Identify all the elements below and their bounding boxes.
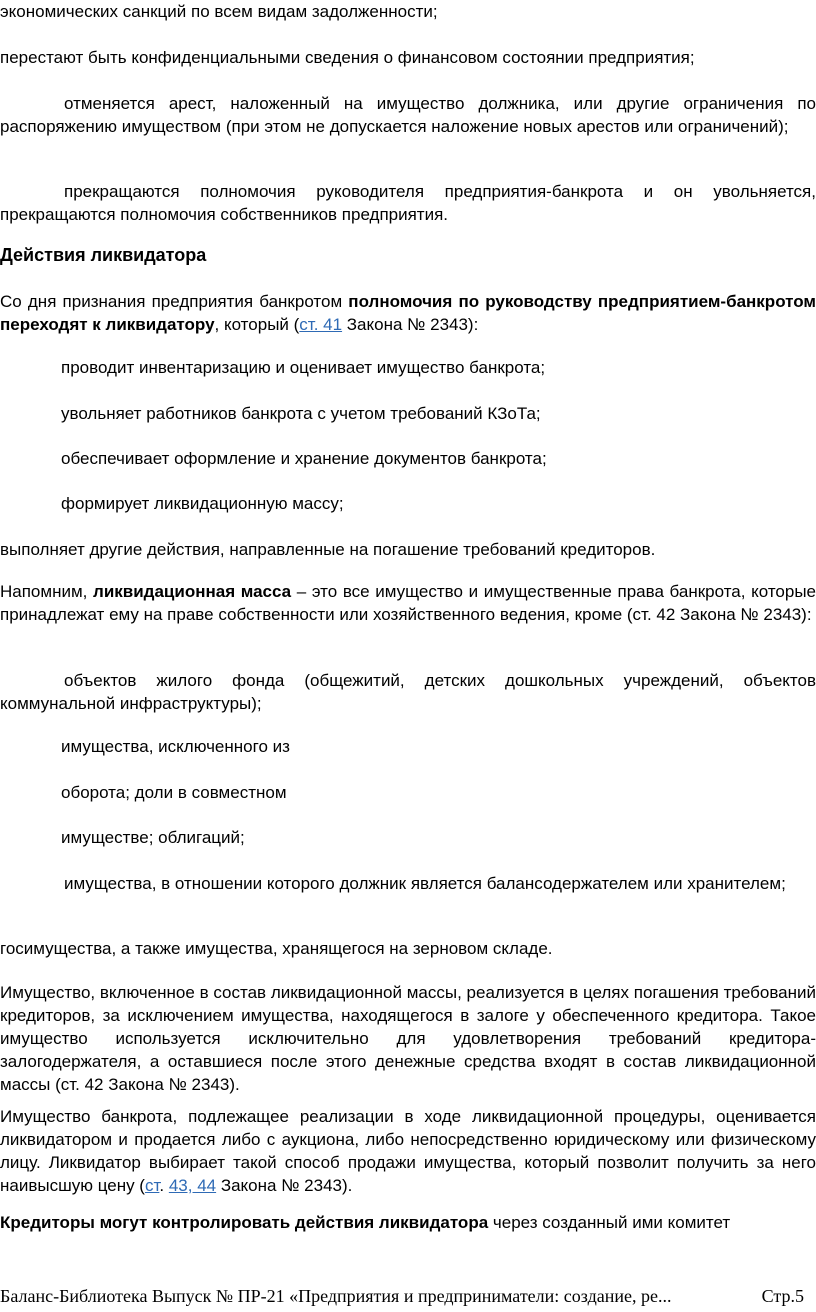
paragraph-powers: прекращаются полномочия руководителя предприятия-банкрота и он увольняется, прекращаются полномочия собственников предприятия. — [0, 182, 816, 224]
bold-segment: полномочия по руководству предприятием-банкротом переходят к ликвидатору — [0, 292, 816, 334]
paragraph-confidential: перестают быть конфиденциальными сведения о финансовом состоянии предприятия; — [0, 48, 695, 67]
list-item: имуществе; облигаций; — [61, 828, 245, 847]
law-article-link[interactable]: ст. 41 — [299, 315, 343, 334]
list-item: имущества, исключенного из — [61, 737, 290, 756]
paragraph-housing: объектов жилого фонда (общежитий, детских дошкольных учреждений, объектов коммунальной инфраструктуры); — [0, 671, 816, 713]
list-item: оборота; доли в совместном — [61, 783, 287, 802]
page-number: Стр.5 — [761, 1286, 804, 1306]
text-segment: Имущество банкрота, подлежащее реализации в ходе ликвидационной процедуры, оценивается ликвидатором и продается либо с аукциона, либо непосредственно юридическому или физическому лицу. Ликвидатор выбирает такой способ продажи имущества, который позволит получить за него наивысшую цену ( — [0, 1107, 816, 1195]
text-segment: Со дня признания предприятия банкротом — [0, 292, 349, 311]
text-segment: через созданный ими комитет — [488, 1213, 731, 1232]
paragraph-creditors — [0, 1211, 816, 1234]
list-item: проводит инвентаризацию и оценивает имущество банкрота; — [61, 358, 546, 377]
paragraph-sanctions: экономических санкций по всем видам задолженности; — [0, 2, 438, 21]
text-segment: . — [159, 1176, 169, 1195]
text-segment: Закона № 2343): — [342, 315, 479, 334]
list-item: обеспечивает оформление и хранение документов банкрота; — [61, 449, 547, 468]
footer-text: Баланс-Библиотека Выпуск № ПР-21 «Предприятия и предприниматели: создание, ре... — [0, 1286, 672, 1306]
paragraph-pledged-property: Имущество, включенное в состав ликвидационной массы, реализуется в целях погашения требований кредиторов, за исключением имущества, находящегося в залоге у обеспеченного кредитора. Такое имущество используется исключительно для удовлетворения требований кредитора-залогодержателя, а оставшиеся после этого денежные средства входят в состав ликвидационной массы (ст. 42 Закона № 2343). — [0, 983, 816, 1094]
paragraph-custodian: имущества, в отношении которого должник является балансодержателем или хранителем; — [64, 874, 786, 893]
text-segment: , который ( — [214, 315, 300, 334]
paragraph-other-actions: выполняет другие действия, направленные на погашение требований кредиторов. — [0, 540, 656, 559]
list-item: увольняет работников банкрота с учетом требований КЗоТа; — [61, 404, 541, 423]
section-heading: Действия ликвидатора — [0, 245, 207, 265]
paragraph-liquidation-mass — [0, 580, 816, 626]
page-footer — [0, 1285, 816, 1307]
paragraph-state-property: госимущества, а также имущества, хранящегося на зерновом складе. — [0, 939, 553, 958]
paragraph-liquidator-powers — [0, 290, 816, 336]
paragraph-arrest: отменяется арест, наложенный на имущество должника, или другие ограничения по распоряжению имуществом (при этом не допускается наложение новых арестов или ограничений); — [0, 94, 816, 136]
law-article-link[interactable]: ст — [144, 1176, 160, 1195]
bold-segment: ликвидационная масса — [93, 582, 292, 601]
text-segment: Закона № 2343). — [216, 1176, 353, 1195]
text-segment: – это все имущество и имущественные права банкрота, которые принадлежат ему на праве собственности или хозяйственного ведения, кроме (ст. 42 Закона № 2343): — [0, 582, 816, 624]
list-item: формирует ликвидационную массу; — [61, 494, 344, 513]
text-segment: Напомним, — [0, 582, 94, 601]
bold-segment: Кредиторы могут контролировать действия ликвидатора — [0, 1213, 489, 1232]
law-articles-link[interactable]: 43, 44 — [168, 1176, 217, 1195]
paragraph-sale — [0, 1105, 816, 1197]
